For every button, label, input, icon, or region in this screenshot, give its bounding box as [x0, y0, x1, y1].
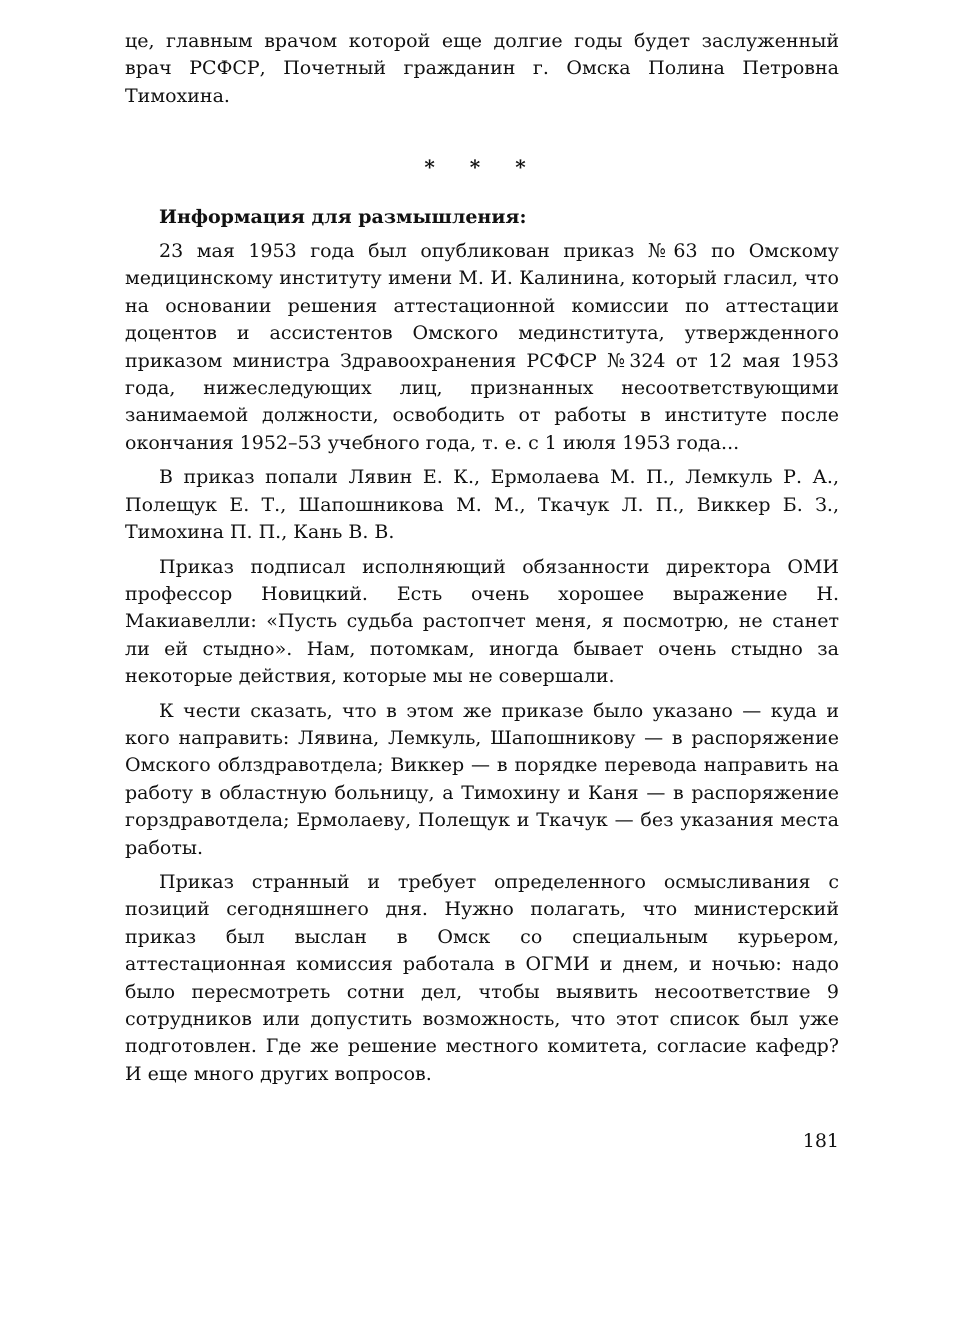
page-body	[125, 28, 839, 1095]
section-heading: Информация для размышления:	[159, 205, 527, 228]
opening-paragraph: це, главным врачом которой еще долгие годы будет заслуженный врач РСФСР, Почетный гражданин г. Омска Полина Петровна Тимохина.	[125, 30, 839, 107]
paragraph: Приказ подписал исполняющий обязанности директора ОМИ профессор Новицкий. Есть очень хорошее выражение Н. Макиавелли: «Пусть судьба растопчет меня, я посмотрю, не станет ли ей стыдно». Нам, потомкам, иногда бывает очень стыдно за некоторые действия, которые мы не совершали.	[125, 555, 839, 688]
paragraph: В приказ попали Лявин Е. К., Ермолаева М. П., Лемкуль Р. А., Полещук Е. Т., Шапошникова М. М., Ткачук Л. П., Виккер Б. З., Тимохина П. П., Кань В. В.	[125, 466, 839, 544]
paragraph: 23 мая 1953 года был опубликован приказ №63 по Омскому медицинскому институту имени М. И. Калинина, который гласил, что на основании решения аттестационной комиссии по аттестации доцентов и ассистентов Омского мединститута, утвержденного приказом министра Здравоохранения РСФСР №324 от 12 мая 1953 года, нижеследующих лиц, признанных несоответствующими занимаемой должности, освободить от работы в институте после окончания 1952–53 учебного года, т. е. с 1 июля 1953 года...	[125, 240, 839, 454]
paragraph: К чести сказать, что в этом же приказе было указано — куда и кого направить: Лявина, Лемкуль, Шапошникову — в распоряжение Омского облздравотдела; Виккер — в порядке перевода направить на работу в областную больницу, а Тимохину и Каня — в распоряжение горздравотдела; Ермолаеву, Полещук и Ткачук — без указания места работы.	[125, 699, 839, 859]
section-separator: * * *	[424, 155, 540, 180]
paragraph: Приказ странный и требует определенного осмысливания с позиций сегодняшнего дня. Нужно полагать, что министерский приказ был выслан в Омск со специальным курьером, аттестационная комиссия работала в ОГМИ и днем, и ночью: надо было пересмотреть сотни дел, чтобы выявить несоответствие 9 сотрудников или допустить возможность, что этот список был уже подготовлен. Где же решение местного комитета, согласие кафедр? И еще много других вопросов.	[125, 870, 839, 1085]
page-number: 181	[802, 1130, 839, 1152]
